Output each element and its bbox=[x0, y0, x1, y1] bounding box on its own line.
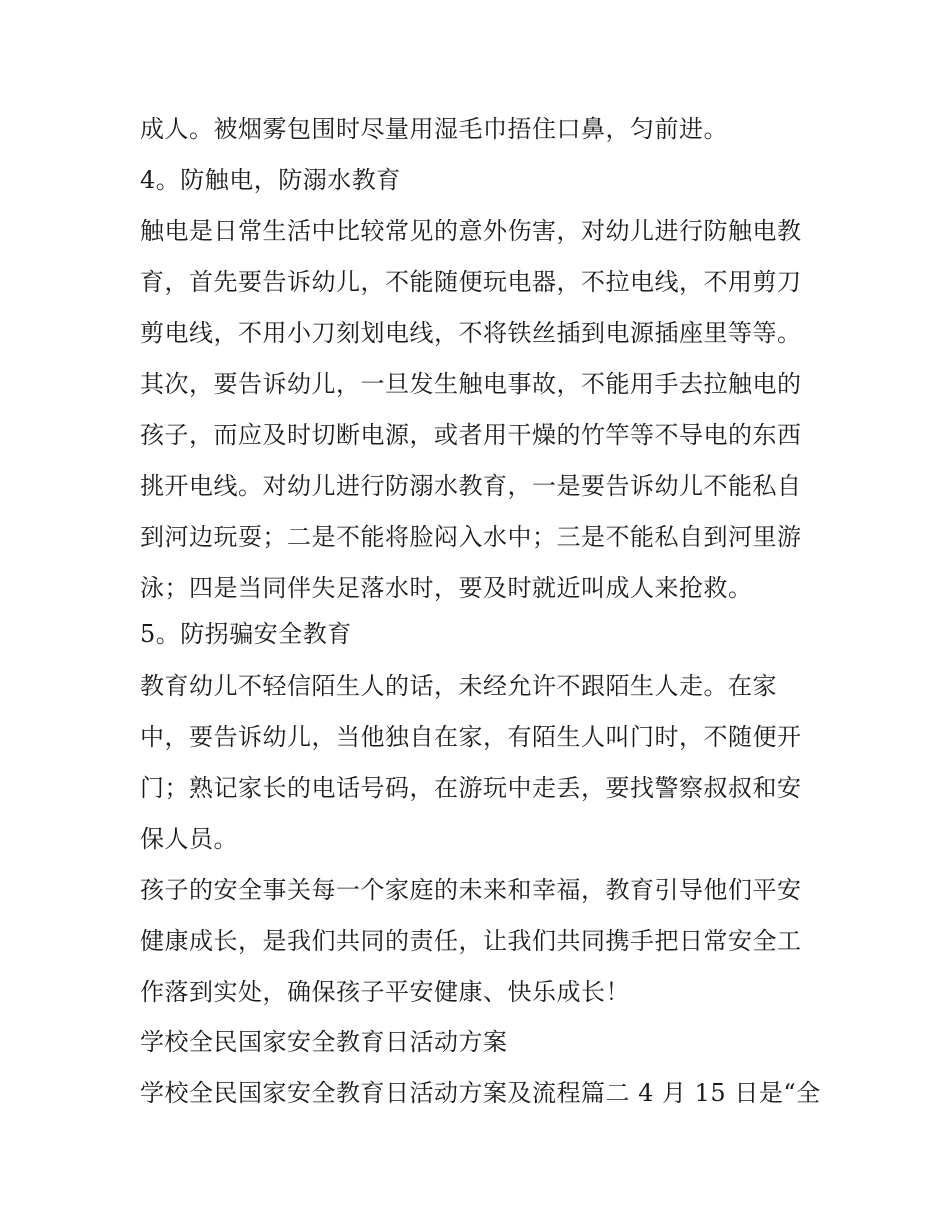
text-line: 作落到实处，确保孩子平安健康、快乐成长！ bbox=[140, 978, 630, 1006]
text-line: 育，首先要告诉幼儿，不能随便玩电器，不拉电线，不用剪刀 bbox=[140, 268, 802, 296]
text-line: 健康成长，是我们共同的责任，让我们共同携手把日常安全工 bbox=[140, 927, 802, 955]
text-line: 到河边玩耍；二是不能将脸闷入水中；三是不能私自到河里游 bbox=[140, 523, 802, 551]
text-line: 孩子，而应及时切断电源，或者用干燥的竹竿等不导电的东西 bbox=[140, 421, 802, 449]
text-line: 其次，要告诉幼儿，一旦发生触电事故，不能用手去拉触电的 bbox=[140, 370, 802, 398]
text-line: 保人员。 bbox=[140, 825, 238, 853]
text-line: 成人。被烟雾包围时尽量用湿毛巾捂住口鼻，匀前进。 bbox=[140, 115, 728, 143]
text-line: 中，要告诉幼儿，当他独自在家，有陌生人叫门时，不随便开 bbox=[140, 723, 802, 751]
text-line: 触电是日常生活中比较常见的意外伤害，对幼儿进行防触电教 bbox=[140, 217, 802, 245]
document-title: 学校全民国家安全教育日活动方案 bbox=[140, 1028, 508, 1056]
section-heading: 4。防触电，防溺水教育 bbox=[140, 166, 401, 194]
text-line: 挑开电线。对幼儿进行防溺水教育，一是要告诉幼儿不能私自 bbox=[140, 472, 802, 500]
text-line: 门；熟记家长的电话号码，在游玩中走丢，要找警察叔叔和安 bbox=[140, 774, 802, 802]
text-line: 学校全民国家安全教育日活动方案及流程篇二 4 月 15 日是“全 bbox=[140, 1079, 821, 1107]
text-line: 泳；四是当同伴失足落水时，要及时就近叫成人来抢救。 bbox=[140, 574, 753, 602]
text-line: 剪电线，不用小刀刻划电线，不将铁丝插到电源插座里等等。 bbox=[140, 319, 802, 347]
section-heading: 5。防拐骗安全教育 bbox=[140, 620, 352, 648]
text-line: 孩子的安全事关每一个家庭的未来和幸福，教育引导他们平安 bbox=[140, 876, 802, 904]
text-line: 教育幼儿不轻信陌生人的话，未经允许不跟陌生人走。在家 bbox=[140, 672, 777, 700]
